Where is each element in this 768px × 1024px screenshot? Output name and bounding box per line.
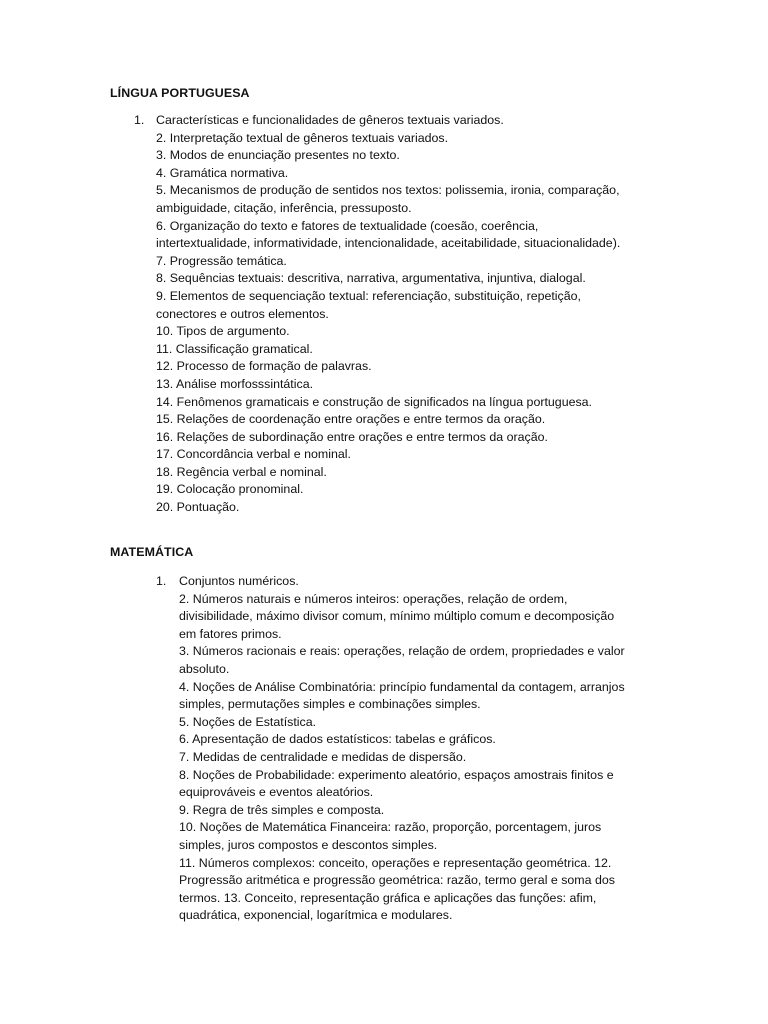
topic-line: 3. Números racionais e reais: operações, relação de ordem, propriedades e valor (179, 644, 625, 659)
topic-line: 10. Tipos de argumento. (156, 324, 290, 339)
list-number-1: 1. (134, 113, 145, 127)
topic-line: 9. Elementos de sequenciação textual: referenciação, substituição, repetição, (156, 288, 581, 303)
topic-line: 10. Noções de Matemática Financeira: razão, proporção, porcentagem, juros (179, 820, 602, 835)
topic-line: 8. Sequências textuais: descritiva, narrativa, argumentativa, injuntiva, dialogal. (156, 271, 586, 286)
topic-line: 8. Noções de Probabilidade: experimento aleatório, espaços amostrais finitos e (179, 767, 614, 782)
list-number-1: 1. (156, 574, 167, 588)
lingua-portuguesa-topics (156, 112, 676, 517)
topic-line: intertextualidade, informatividade, intencionalidade, aceitabilidade, situacionalidade). (156, 236, 621, 251)
topic-line: simples, juros compostos e descontos simples. (179, 837, 438, 852)
topic-line: equiprováveis e eventos aleatórios. (179, 785, 374, 800)
topic-line: ambiguidade, citação, inferência, pressuposto. (156, 200, 412, 215)
topic-line: 11. Classificação gramatical. (156, 341, 313, 356)
topic-line: 12. Processo de formação de palavras. (156, 359, 372, 374)
topic-line: 5. Mecanismos de produção de sentidos nos textos: polissemia, ironia, comparação, (156, 183, 620, 198)
matematica-topics (179, 573, 649, 925)
topic-line: 17. Concordância verbal e nominal. (156, 447, 351, 462)
topic-line: em fatores primos. (179, 626, 282, 641)
topic-line: 6. Apresentação de dados estatísticos: tabelas e gráficos. (179, 732, 496, 747)
topic-line: 4. Noções de Análise Combinatória: princípio fundamental da contagem, arranjos (179, 679, 625, 694)
topic-line: Progressão aritmética e progressão geométrica: razão, termo geral e soma dos (179, 873, 615, 888)
topic-line: 7. Progressão temática. (156, 253, 287, 268)
topic-line: conectores e outros elementos. (156, 306, 329, 321)
topic-line: divisibilidade, máximo divisor comum, mínimo múltiplo comum e decomposição (179, 609, 615, 624)
topic-line: 15. Relações de coordenação entre orações e entre termos da oração. (156, 412, 546, 427)
topic-line: Características e funcionalidades de gêneros textuais variados. (156, 113, 504, 127)
topic-line: 2. Números naturais e números inteiros: operações, relação de ordem, (179, 591, 568, 606)
topic-line: 19. Colocação pronominal. (156, 482, 304, 497)
topic-line: 16. Relações de subordinação entre orações e entre termos da oração. (156, 429, 548, 444)
topic-line: 11. Números complexos: conceito, operações e representação geométrica. 12. (179, 855, 612, 870)
topic-line: 13. Análise morfosssintática. (156, 376, 314, 391)
topic-line: Conjuntos numéricos. (179, 574, 299, 588)
section-title-lingua-portuguesa: LÍNGUA PORTUGUESA (110, 86, 250, 100)
topic-line: termos. 13. Conceito, representação gráfica e aplicações das funções: afim, (179, 890, 597, 905)
topic-line: 9. Regra de três simples e composta. (179, 802, 385, 817)
section-title-matematica: MATEMÁTICA (110, 545, 194, 559)
topic-line: 7. Medidas de centralidade e medidas de dispersão. (179, 749, 467, 764)
topic-line: simples, permutações simples e combinações simples. (179, 697, 481, 712)
topic-line: 5. Noções de Estatística. (179, 714, 317, 729)
topic-line: 4. Gramática normativa. (156, 165, 289, 180)
topic-line: 6. Organização do texto e fatores de textualidade (coesão, coerência, (156, 218, 539, 233)
topic-line: 3. Modos de enunciação presentes no texto. (156, 148, 400, 163)
topic-line: 20. Pontuação. (156, 500, 240, 515)
topic-line: absoluto. (179, 661, 230, 676)
topic-line: 2. Interpretação textual de gêneros textuais variados. (156, 130, 449, 145)
topic-line: 14. Fenômenos gramaticais e construção de significados na língua portuguesa. (156, 394, 593, 409)
topic-line: quadrática, exponencial, logarítmica e modulares. (179, 908, 453, 923)
topic-line: 18. Regência verbal e nominal. (156, 464, 327, 479)
